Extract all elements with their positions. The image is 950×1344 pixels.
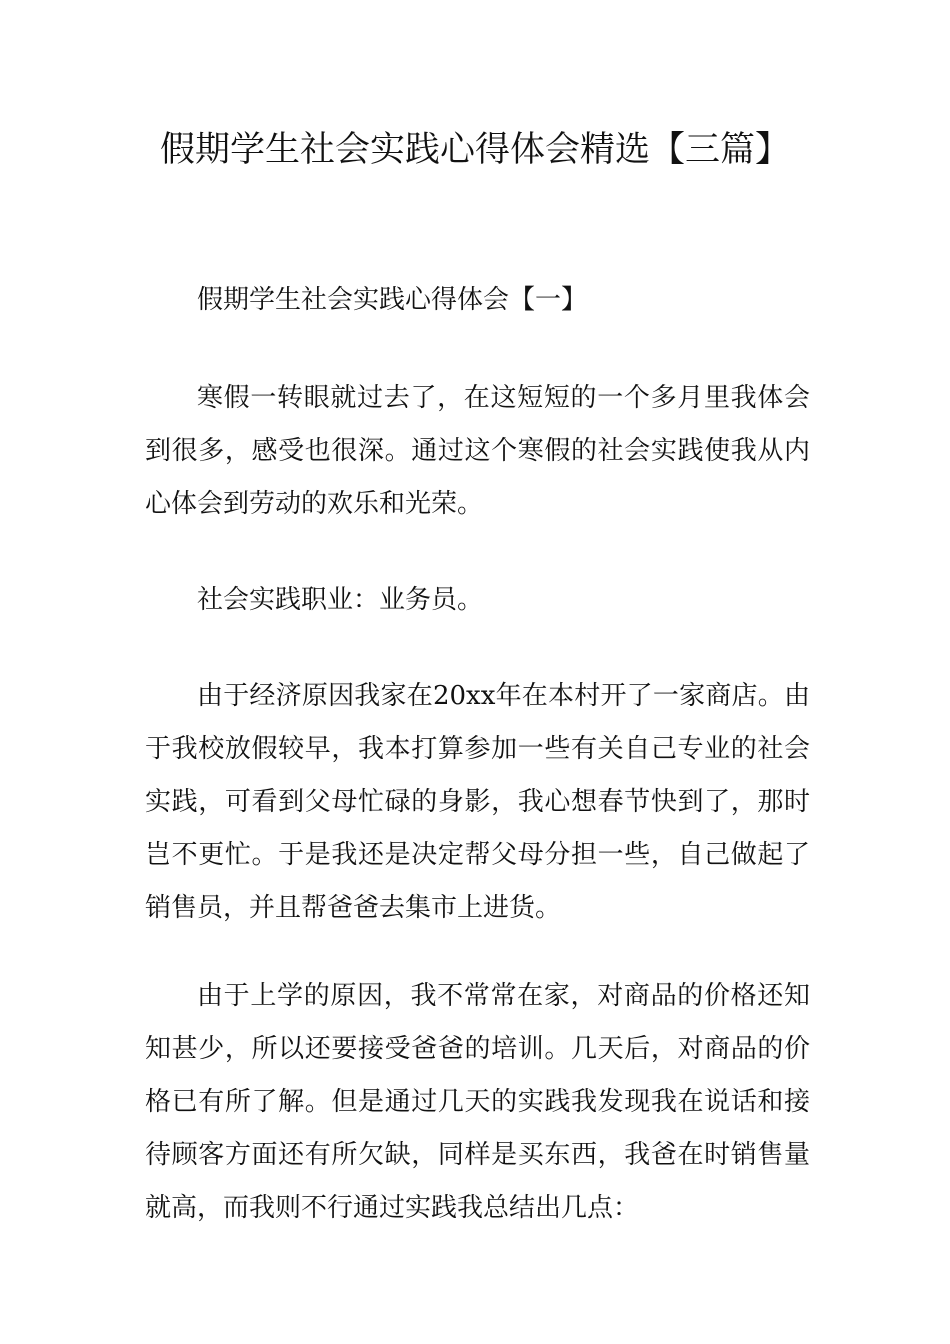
paragraph: 社会实践职业：业务员。 bbox=[197, 585, 484, 615]
section-heading: 假期学生社会实践心得体会【一】 bbox=[197, 285, 588, 315]
paragraph: 寒假一转眼就过去了，在这短短的一个多月里我体会到很多，感受也很深。通过这个寒假的社会实践使我从内心体会到劳动的欢乐和光荣。 bbox=[145, 383, 810, 519]
document-title: 假期学生社会实践心得体会精选【三篇】 bbox=[159, 130, 790, 170]
paragraph: 由于上学的原因，我不常常在家，对商品的价格还知知甚少，所以还要接受爸爸的培训。几天后，对商品的价格已有所了解。但是通过几天的实践我发现我在说话和接待顾客方面还有所欠缺，同样是买东西，我爸在时销售量就高，而我则不行通过实践我总结出几点： bbox=[145, 981, 810, 1223]
paragraph: 由于经济原因我家在20xx年在本村开了一家商店。由于我校放假较早，我本打算参加一些有关自己专业的社会实践，可看到父母忙碌的身影，我心想春节快到了，那时岂不更忙。于是我还是决定帮父母分担一些，自己做起了销售员，并且帮爸爸去集市上进货。 bbox=[145, 681, 810, 923]
